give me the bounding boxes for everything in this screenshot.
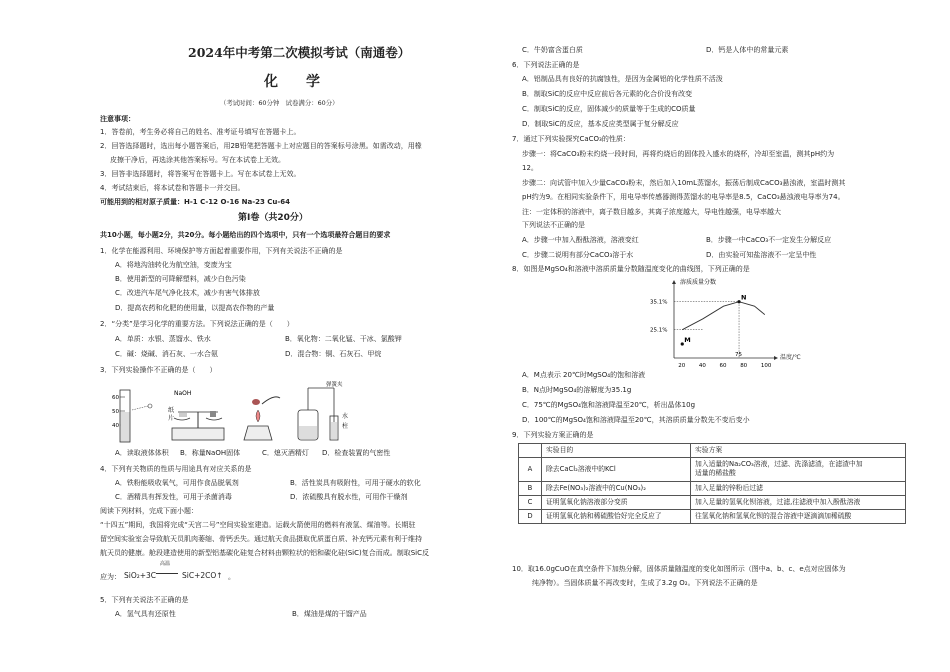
q10-line1: 10．取16.0gCuO在真空条件下加热分解，固体质量随温度的变化如图所示（图中a、b、c、e点对应固体为 bbox=[512, 565, 846, 573]
q4-option-a: A．铁粉能吸收氧气，可用作食品脱氧剂 bbox=[115, 479, 239, 487]
graduated-cylinder-icon bbox=[112, 390, 152, 442]
x-tick-label: 60 bbox=[719, 363, 727, 369]
y-tick-label: 25.1% bbox=[650, 327, 668, 334]
q8-option-a: A．M点表示 20℃时MgSO₄的饱和溶液 bbox=[522, 371, 646, 379]
q1-option-d: D．提高农药和化肥的使用量，以提高农作物的产量 bbox=[115, 304, 275, 312]
note-item: 2．回答选择题时，选出每小题答案后，用2B铅笔把答题卡上对应题目的答案标号涂黑。如需改动，用橡 bbox=[100, 142, 422, 150]
q3-option-b: B．称量NaOH固体 bbox=[180, 449, 241, 457]
clamp-label: 弹簧夹 bbox=[326, 382, 343, 388]
q7-option-a: A．步骤一中加入酚酞溶液，溶液变红 bbox=[522, 236, 639, 244]
paper-label-1: 纸 bbox=[168, 407, 175, 414]
row-option: B bbox=[519, 481, 542, 495]
q2-option-a: A．单质：水银、蒸馏水、铁水 bbox=[115, 335, 211, 343]
q8-stem: 8．如图是MgSO₄和溶液中溶质质量分数随温度变化的曲线图，下列正确的是 bbox=[512, 265, 750, 273]
q7-option-c: C．步骤二说明有部分CaCO₃溶于水 bbox=[522, 251, 634, 259]
row-plan: 往氢氧化钠和氢氧化钡的混合溶液中逐滴滴加稀硫酸 bbox=[691, 509, 906, 523]
q2-option-c: C．碱：烧碱、消石灰、一水合氨 bbox=[115, 350, 218, 358]
chart-xlabel: 温度/℃ bbox=[780, 354, 801, 361]
table-row bbox=[519, 495, 906, 509]
cyl-50: 50 bbox=[112, 409, 119, 415]
x-axis-arrow bbox=[774, 356, 778, 360]
reading-eq-left: SiO₂+3C bbox=[124, 571, 157, 580]
q3-option-c: C．熄灭酒精灯 bbox=[262, 449, 309, 457]
q7-ask: 下列说法不正确的是 bbox=[522, 221, 585, 229]
q7-option-d: D．由实验可知盐溶液不一定呈中性 bbox=[706, 251, 817, 259]
annotation-75: 75 bbox=[735, 352, 743, 358]
row-option: C bbox=[519, 495, 542, 509]
header-purpose: 实验目的 bbox=[542, 444, 691, 458]
q5-option-d: D．钙是人体中的常量元素 bbox=[706, 46, 789, 54]
x-tick-label: 40 bbox=[698, 363, 706, 369]
note-item: 1．答卷前，考生务必将自己的姓名、准考证号填写在答题卡上。 bbox=[100, 128, 301, 136]
q9-stem: 9．下列实验方案正确的是 bbox=[512, 431, 594, 439]
row-plan bbox=[691, 458, 906, 481]
q5-option-c: C．牛奶富含蛋白质 bbox=[522, 46, 583, 54]
reading-eq-cond: 高温 bbox=[160, 561, 171, 567]
column-label: 柱 bbox=[342, 423, 349, 430]
x-tick-label: 20 bbox=[678, 363, 686, 369]
row-plan: 加入足量的氢氧化钡溶液，过滤,往滤液中加入酚酞溶液 bbox=[691, 495, 906, 509]
atomic-masses: 可能用到的相对原子质量：H-1 C-12 O-16 Na-23 Cu-64 bbox=[100, 198, 291, 206]
exam-meta: （考试时间：60分钟 试卷满分：60分） bbox=[220, 99, 339, 107]
solubility-chart bbox=[650, 278, 787, 370]
q7-step2-b: pH约为9。在相同实验条件下，用电导率传感器测得蒸馏水的电导率是8.5，CaCO₃悬浊液电导率为74。 bbox=[522, 193, 845, 201]
q5-option-b: B．煤油是煤的干馏产品 bbox=[292, 610, 367, 618]
q5-option-a: A．氢气具有还原性 bbox=[115, 610, 176, 618]
q8-option-c: C．75℃的MgSO₄饱和溶液降温至20℃，析出晶体10g bbox=[522, 401, 696, 409]
header-plan: 实验方案 bbox=[691, 444, 906, 458]
q9-table bbox=[518, 443, 906, 524]
q6-option-c: C．制取SiC的反应，固体减少的质量等于生成的CO质量 bbox=[522, 105, 696, 113]
q7-stem: 7．通过下列实验探究CaCO₃的性质： bbox=[512, 135, 630, 143]
note-item: 3．回答非选择题时，将答案写在答题卡上。写在本试卷上无效。 bbox=[100, 170, 301, 178]
section-intro: 共10小题，每小题2分，共20分。每小题给出的四个选项中，只有一个选项最符合题目的要求 bbox=[100, 231, 391, 239]
row-plan-line: 加入适量的Na₂CO₃溶液，过滤、洗涤滤渣，在滤渣中加 bbox=[695, 460, 863, 469]
q3-option-d: D．检查装置的气密性 bbox=[322, 449, 391, 457]
q7-step1-b: 12。 bbox=[522, 164, 538, 172]
table-row bbox=[519, 458, 906, 481]
chart-title: 溶质质量分数 bbox=[680, 279, 717, 286]
water-label: 水 bbox=[342, 413, 349, 420]
q8-option-d: D．100℃的MgSO₄饱和溶液降温至20℃，其溶质质量分数先不变后变小 bbox=[522, 416, 750, 424]
reading-p1: “十四五”期间，我国将完成“天宫二号”空间实验室建造。运载火箭使用的燃料有液氢、煤油等。长期驻 bbox=[100, 521, 416, 529]
x-tick-label: 80 bbox=[740, 363, 748, 369]
row-plan-line: 适量的稀盐酸 bbox=[695, 469, 736, 478]
cyl-60: 60 bbox=[112, 395, 119, 401]
subject-title: 化学 bbox=[264, 74, 348, 90]
reading-eq-right: SiC+2CO↑ bbox=[182, 571, 223, 580]
q7-step2-a: 步骤二：向试管中加入少量CaCO₃粉末，然后加入10mL蒸馏水，振荡后制成CaCO₃悬浊液，室温时测其 bbox=[522, 179, 846, 187]
q7-note: 注：一定体积的溶液中，离子数目越多，其离子浓度越大，导电性越强，电导率越大 bbox=[522, 208, 781, 216]
y-tick-label: 35.1% bbox=[650, 299, 668, 306]
note-item: 皮擦干净后，再选涂其他答案标号。写在本试卷上无效。 bbox=[110, 156, 285, 164]
notes-heading: 注意事项： bbox=[100, 115, 135, 123]
point-label: N bbox=[741, 293, 747, 302]
row-purpose: 除去CaCl₂溶液中的KCl bbox=[542, 458, 691, 481]
alcohol-lamp-icon bbox=[244, 397, 280, 440]
gas-apparatus-icon bbox=[298, 380, 348, 440]
q3-option-a: A．读取液体体积 bbox=[115, 449, 169, 457]
note-item: 4．考试结束后，将本试卷和答题卡一并交回。 bbox=[100, 184, 245, 192]
reading-p3: 航天员的健康。舱段建造使用的新型铝基碳化硅复合材料由颗粒状的铝和碳化硅(SiC)复合而成。制取SiC反 bbox=[100, 549, 430, 557]
point-label: M bbox=[684, 336, 691, 344]
reading-eq-arrow bbox=[156, 573, 178, 574]
naoh-label: NaOH bbox=[174, 390, 192, 397]
q6-stem: 6．下列说法正确的是 bbox=[512, 61, 580, 69]
q3-figure bbox=[112, 382, 362, 446]
x-tick-label: 100 bbox=[760, 363, 772, 369]
q4-option-d: D．浓硫酸具有脱水性，可用作干燥剂 bbox=[290, 493, 408, 501]
row-option: D bbox=[519, 509, 542, 523]
q4-stem: 4．下列有关物质的性质与用途具有对应关系的是 bbox=[100, 465, 252, 473]
table-row bbox=[519, 481, 906, 495]
cyl-40: 40 bbox=[112, 423, 119, 429]
q10-line2: 纯净物）。当固体质量不再改变时，生成了3.2g O₂。下列说法不正确的是 bbox=[532, 579, 758, 587]
row-purpose: 除去Fe(NO₃)₂溶液中的Cu(NO₃)₂ bbox=[542, 481, 691, 495]
q1-option-c: C．改进汽车尾气净化技术，减少有害气体排放 bbox=[115, 289, 260, 297]
q2-stem: 2．“分类”是学习化学的重要方法。下列说法正确的是（ ） bbox=[100, 320, 294, 328]
q6-option-b: B．制取SiC的反应中反应前后各元素的化合价没有改变 bbox=[522, 90, 693, 98]
reading-eq-end: 。 bbox=[228, 573, 235, 581]
row-plan: 加入足量的锌粉后过滤 bbox=[691, 481, 906, 495]
exam-title: 2024年中考第二次模拟考试（南通卷） bbox=[188, 45, 411, 60]
reading-intro: 阅读下列材料，完成下面小题： bbox=[100, 507, 198, 515]
balance-icon bbox=[168, 390, 224, 440]
section-title: 第Ⅰ卷（共20分） bbox=[238, 213, 308, 223]
reading-eq-prefix: 应为： bbox=[100, 573, 121, 581]
reading-p2: 留空间实验室会导致航天员肌肉萎缩、骨钙丢失。通过航天食品摄取优质蛋白质、补充钙元素有利于维持 bbox=[100, 535, 422, 543]
q2-option-b: B．氧化物：二氧化锰、干冰、氯酸钾 bbox=[285, 335, 402, 343]
q3-stem: 3．下列实验操作不正确的是（ ） bbox=[100, 366, 217, 374]
q1-option-a: A．将地沟油转化为航空油，变废为宝 bbox=[115, 261, 232, 269]
paper-label-2: 片 bbox=[168, 415, 175, 422]
table-row bbox=[519, 509, 906, 523]
q8-option-b: B．N点时MgSO₄的溶解度为35.1g bbox=[522, 386, 632, 394]
row-option: A bbox=[519, 458, 542, 481]
q4-option-b: B．活性炭具有吸附性，可用于硬水的软化 bbox=[290, 479, 421, 487]
table-header-row bbox=[519, 444, 906, 458]
y-axis-arrow bbox=[672, 280, 676, 284]
q7-option-b: B．步骤一中CaCO₃不一定发生分解反应 bbox=[706, 236, 832, 244]
q2-option-d: D．混合物：铜、石灰石、甲烷 bbox=[285, 350, 382, 358]
q1-option-b: B．使用新型的可降解塑料，减少白色污染 bbox=[115, 275, 246, 283]
row-purpose: 证明氢氧化钠和稀硫酸恰好完全反应了 bbox=[542, 509, 691, 523]
q6-option-a: A．铝制品具有良好的抗腐蚀性，是因为金属铝的化学性质不活泼 bbox=[522, 75, 723, 83]
q7-step1-a: 步骤一：将CaCO₃粉末灼烧一段时间，再将灼烧后的固体投入盛水的烧杯，冷却至室温，测其pH约为 bbox=[522, 150, 835, 158]
row-purpose: 证明氢氧化钠溶液部分变质 bbox=[542, 495, 691, 509]
q1-stem: 1．化学在能源利用、环境保护等方面起着重要作用，下列有关说法不正确的是 bbox=[100, 247, 343, 255]
q6-option-d: D．制取SiC的反应，基本反应类型属于复分解反应 bbox=[522, 120, 679, 128]
series-line bbox=[682, 302, 765, 330]
q4-option-c: C．酒精具有挥发性，可用于杀菌消毒 bbox=[115, 493, 232, 501]
q5-stem: 5．下列有关说法不正确的是 bbox=[100, 596, 189, 604]
